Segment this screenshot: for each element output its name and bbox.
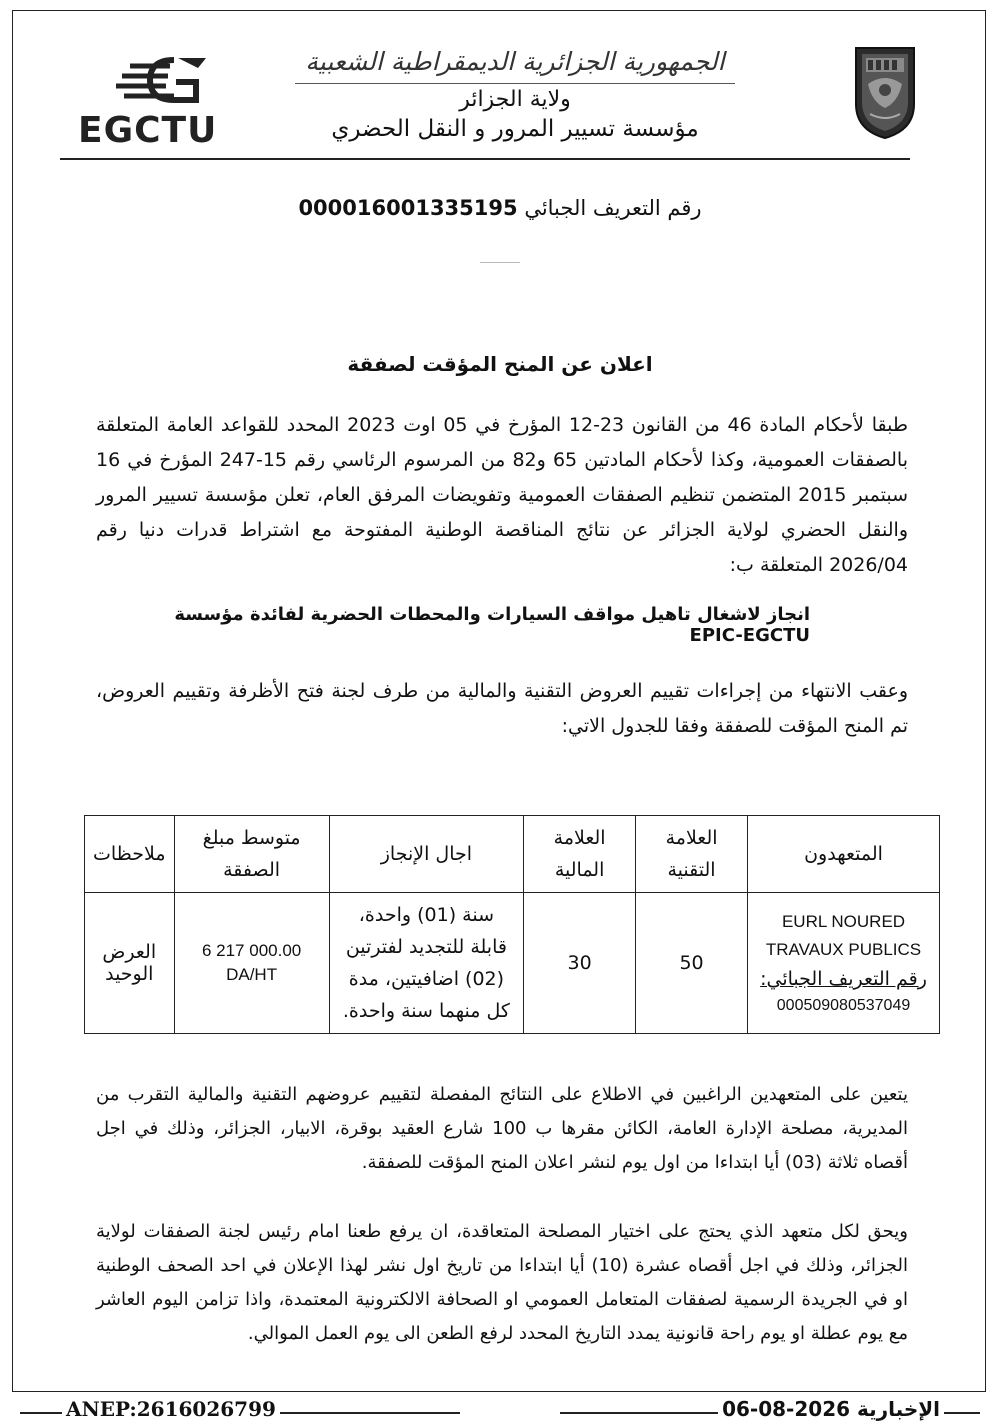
bidder-name: EURL NOURED TRAVAUX PUBLICS <box>765 912 922 959</box>
evaluation-paragraph: وعقب الانتهاء من إجراءات تقييم العروض التقنية والمالية من طرف لجنة فتح الأظرفة وتقييم العروض، تم المنح المؤقت للصفقة وفقا للجدول الاتي: <box>96 680 908 737</box>
newspaper-name: الإخبارية <box>857 1397 940 1421</box>
logo-mark-icon <box>78 52 258 108</box>
fiscal-id-number: 000016001335195 <box>298 196 518 220</box>
wilaya-name: ولاية الجزائر <box>459 87 571 112</box>
header-rule <box>60 158 910 160</box>
bidder-fiscal-id: 000509080537049 <box>776 997 911 1014</box>
republic-title: الجمهورية الجزائرية الديمقراطية الشعبية <box>305 47 725 76</box>
financial-score-cell: 30 <box>524 893 636 1034</box>
delay-cell: سنة (01) واحدة، قابلة للتجديد لفترتين (02) اضافيتين، مدة كل منهما سنة واحدة. <box>329 893 523 1034</box>
letterhead <box>290 45 740 144</box>
wilaya-emblem-icon <box>852 42 918 142</box>
results-consultation-paragraph: يتعين على المتعهدين الراغبين في الاطلاع على النتائج المفصلة لتقييم عروضهم التقنية والمالية التقرب من المديرية، مصلحة الإدارة العامة، الكائن مقرها ب 100 شارع العقيد بوقرة، الابيار، الجزائر، وذلك في اجل أقصاه ثلاثة (03) أيا ابتداءا من اول يوم لنشر اعلان المنح المؤقت للصفقة. <box>96 1084 908 1173</box>
header-financial-score: العلامة المالية <box>524 816 636 893</box>
bidder-fiscal-label: رقم التعريف الجبائي: <box>760 968 927 990</box>
header-bidders: المتعهدون <box>748 816 940 893</box>
technical-score-cell: 50 <box>636 893 748 1034</box>
table-row <box>85 893 940 1034</box>
header-notes: ملاحظات <box>85 816 175 893</box>
bidder-cell <box>748 893 940 1034</box>
header-delay: اجال الإنجاز <box>329 816 523 893</box>
publication-date: 06-08-2026 <box>722 1397 851 1421</box>
award-table <box>84 815 940 1034</box>
header-amount: متوسط مبلغ الصفقة <box>174 816 329 893</box>
fiscal-id <box>200 196 800 220</box>
fiscal-id-label: رقم التعريف الجبائي <box>524 196 702 220</box>
header-technical-score: العلامة التقنية <box>636 816 748 893</box>
table-header-row <box>85 816 940 893</box>
legal-basis-paragraph: طبقا لأحكام المادة 46 من القانون 23-12 المؤرخ في 05 اوت 2023 المحدد للقواعد العامة المتعلقة بالصفقات العمومية، وكذا لأحكام المادتين 65 و82 من المرسوم الرئاسي رقم 15-247 المؤرخ في 16 سبتمبر 2015 المتضمن تنظيم الصفقات العمومية وتفويضات المرفق العام، تعلن مؤسسة تسيير المرور والنقل الحضري لولاية الجزائر عن نتائج المناقصة الوطنية المفتوحة مع اشتراط قدرات دنيا رقم 2026/04 المتعلقة ب: <box>96 414 908 576</box>
appeal-paragraph: ويحق لكل متعهد الذي يحتج على اختيار المصلحة المتعاقدة، ان يرفع طعنا امام رئيس لجنة الصفقات لولاية الجزائر، وذلك في اجل أقصاه عشرة (10) أيا ابتداءا من تاريخ اول نشر لهذا الإعلان في احد الصحف الوطنية او في الجريدة الرسمية لصفقات المتعامل العمومي او الصحافة الالكترونية المعتمدة، واذا تزامن اليوم العاشر مع يوم عطلة او يوم راحة قانونية يمدد التاريخ المحدد لرفع الطعن الى يوم العمل الموالي. <box>96 1221 908 1344</box>
project-title: انجاز لاشغال تاهيل مواقف السيارات والمحطات الحضرية لفائدة مؤسسة EPIC-EGCTU <box>174 604 810 646</box>
header-divider <box>295 83 735 84</box>
notes-cell: العرض الوحيد <box>85 893 175 1034</box>
logo-text: EGCTU <box>78 110 218 151</box>
separator <box>480 262 520 263</box>
anep-reference: ANEP:2616026799 <box>62 1397 280 1421</box>
amount-cell: 6 217 000.00 DA/HT <box>174 893 329 1034</box>
publication-info <box>718 1397 944 1421</box>
announcement-title: اعلان عن المنح المؤقت لصفقة <box>347 352 653 376</box>
company-name: مؤسسة تسيير المرور و النقل الحضري <box>331 116 699 142</box>
egctu-logo <box>78 52 258 152</box>
